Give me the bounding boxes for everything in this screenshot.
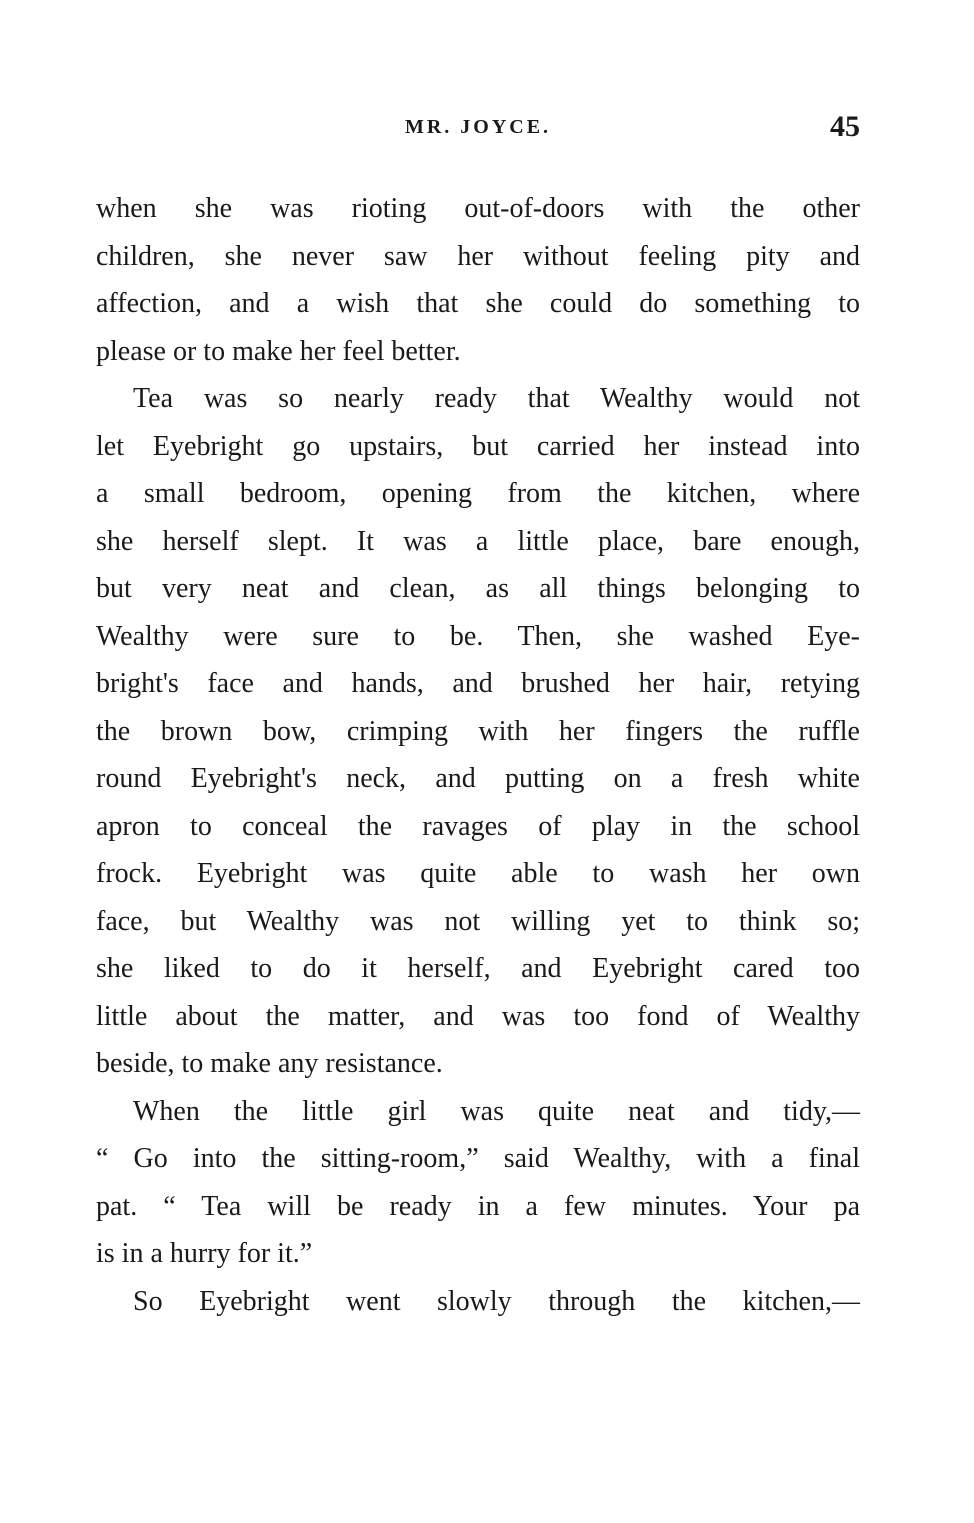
text-line: is in a hurry for it.” — [96, 1238, 313, 1269]
page-number: 45 — [830, 110, 860, 143]
text-line: Tea was so nearly ready that Wealthy would not — [133, 383, 860, 414]
running-title: MR. JOYCE. — [404, 116, 552, 138]
text-line: apron to conceal the ravages of play in the school — [96, 810, 860, 842]
text-line: “ Go into the sitting-room,” said Wealthy, with a final — [96, 1143, 860, 1174]
text-line: little about the matter, and was too fond of Wealthy — [96, 1000, 860, 1032]
text-line: please or to make her feel better. — [96, 335, 461, 367]
text-line: a small bedroom, opening from the kitchen, where — [96, 478, 860, 509]
text-line: she liked to do it herself, and Eyebright cared too — [96, 953, 860, 984]
text-line: When the little girl was quite neat and tidy,— — [133, 1095, 860, 1127]
text-line: pat. “ Tea will be ready in a few minutes. Your pa — [96, 1190, 860, 1222]
text-line: she herself slept. It was a little place, bare enough, — [96, 525, 860, 557]
text-line: the brown bow, crimping with her fingers the ruffle — [96, 715, 860, 747]
text-line: round Eyebright's neck, and putting on a fresh white — [96, 763, 860, 794]
body-text — [96, 185, 860, 1325]
text-line: frock. Eyebright was quite able to wash her own — [96, 858, 860, 889]
text-line: beside, to make any resistance. — [96, 1048, 443, 1079]
text-line: So Eyebright went slowly through the kitchen,— — [133, 1285, 860, 1317]
text-line: but very neat and clean, as all things belonging to — [96, 573, 860, 604]
running-head — [96, 112, 860, 146]
text-line: affection, and a wish that she could do something to — [96, 288, 860, 319]
text-line: children, she never saw her without feeling pity and — [96, 240, 860, 272]
text-line: let Eyebright go upstairs, but carried her instead into — [96, 430, 860, 462]
text-line: when she was rioting out-of-doors with the other — [96, 193, 860, 224]
text-line: bright's face and hands, and brushed her hair, retying — [96, 668, 860, 699]
text-line: Wealthy were sure to be. Then, she washed Eye- — [96, 620, 860, 652]
text-line: face, but Wealthy was not willing yet to think so; — [96, 905, 860, 937]
